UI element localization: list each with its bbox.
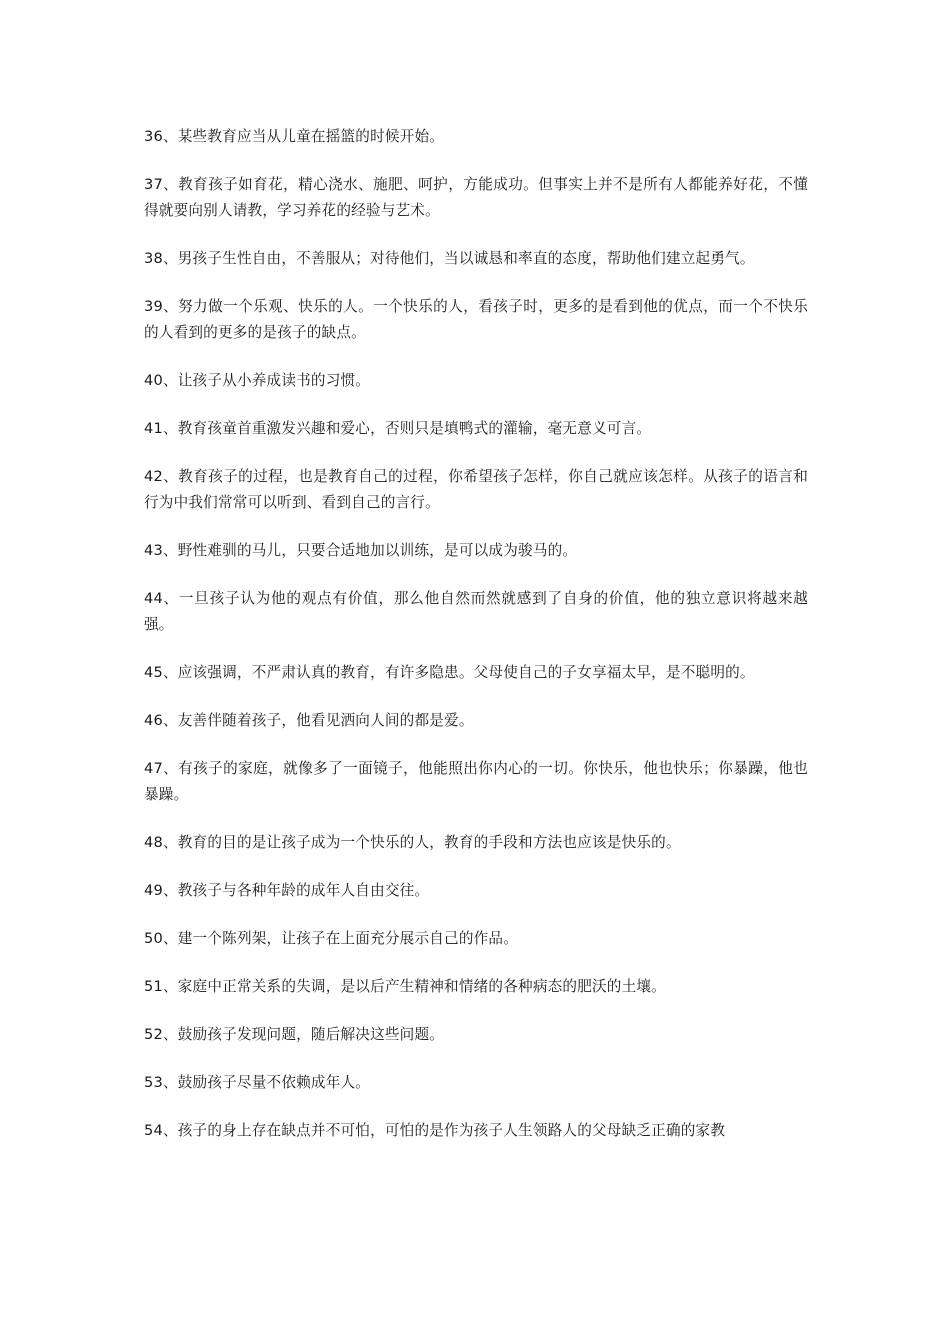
paragraph-50: 50、建一个陈列架，让孩子在上面充分展示自己的作品。 bbox=[144, 930, 519, 947]
paragraph-39: 39、努力做一个乐观、快乐的人。一个快乐的人，看孩子时，更多的是看到他的优点，而一个不快乐的人看到的更多的是孩子的缺点。 bbox=[144, 298, 808, 341]
paragraph-42: 42、教育孩子的过程，也是教育自己的过程，你希望孩子怎样，你自己就应该怎样。从孩子的语言和行为中我们常常可以听到、看到自己的言行。 bbox=[144, 468, 808, 511]
paragraph-43: 43、野性难驯的马儿，只要合适地加以训练，是可以成为骏马的。 bbox=[144, 542, 578, 559]
paragraph-47: 47、有孩子的家庭，就像多了一面镜子，他能照出你内心的一切。你快乐，他也快乐；你暴躁，他也暴躁。 bbox=[144, 760, 808, 803]
paragraph-48: 48、教育的目的是让孩子成为一个快乐的人，教育的手段和方法也应该是快乐的。 bbox=[144, 834, 681, 851]
paragraph-53: 53、鼓励孩子尽量不依赖成年人。 bbox=[144, 1074, 371, 1091]
paragraph-40: 40、让孩子从小养成读书的习惯。 bbox=[144, 372, 371, 389]
paragraph-52: 52、鼓励孩子发现问题，随后解决这些问题。 bbox=[144, 1026, 445, 1043]
paragraph-49: 49、教孩子与各种年龄的成年人自由交往。 bbox=[144, 882, 430, 899]
paragraph-37: 37、教育孩子如育花，精心浇水、施肥、呵护，方能成功。但事实上并不是所有人都能养好花，不懂得就要向别人请教，学习养花的经验与艺术。 bbox=[144, 176, 808, 219]
paragraph-54: 54、孩子的身上存在缺点并不可怕，可怕的是作为孩子人生领路人的父母缺乏正确的家教 bbox=[144, 1122, 726, 1139]
paragraph-41: 41、教育孩童首重激发兴趣和爱心，否则只是填鸭式的灌输，毫无意义可言。 bbox=[144, 420, 652, 437]
paragraph-45: 45、应该强调，不严肃认真的教育，有许多隐患。父母使自己的子女享福太早，是不聪明的。 bbox=[144, 664, 755, 681]
paragraph-36: 36、某些教育应当从儿童在摇篮的时候开始。 bbox=[144, 128, 445, 145]
paragraph-46: 46、友善伴随着孩子，他看见洒向人间的都是爱。 bbox=[144, 712, 474, 729]
paragraph-38: 38、男孩子生性自由，不善服从；对待他们，当以诚恳和率直的态度，帮助他们建立起勇气。 bbox=[144, 250, 755, 267]
paragraph-44: 44、一旦孩子认为他的观点有价值，那么他自然而然就感到了自身的价值，他的独立意识将越来越强。 bbox=[144, 590, 808, 633]
paragraph-51: 51、家庭中正常关系的失调，是以后产生精神和情绪的各种病态的肥沃的土壤。 bbox=[144, 978, 666, 995]
document-body bbox=[144, 124, 808, 1166]
